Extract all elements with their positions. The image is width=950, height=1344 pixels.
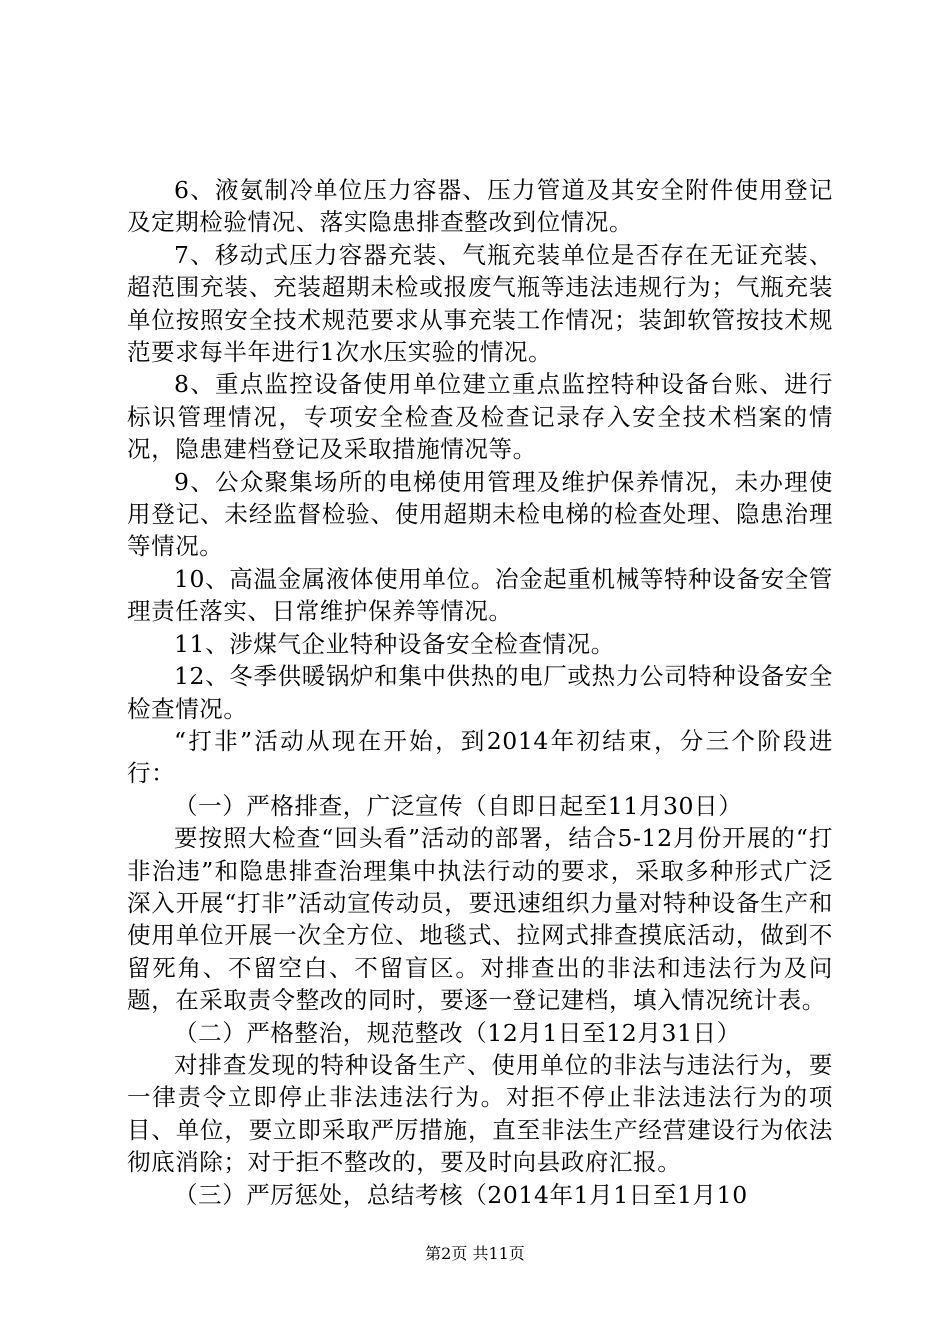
section-heading-phase-2: （二）严格整治，规范整改（12月1日至12月31日）	[174, 1018, 741, 1047]
paragraph-item-10: 10、高温金属液体使用单位。冶金起重机械等特种设备安全管理责任落实、日常维护保养等情况。	[127, 564, 833, 626]
section-heading-phase-1: （一）严格排查，广泛宣传（自即日起至11月30日）	[174, 791, 743, 820]
paragraph-phase-1-body: 要按照大检查“回头看”活动的部署，结合5-12月份开展的“打非治违”和隐患排查治理集中执法行动的要求，采取多种形式广泛深入开展“打非”活动宣传动员，要迅速组织力量对特种设备生产和使用单位开展一次全方位、地毯式、拉网式排查摸底活动，做到不留死角、不留空白、不留盲区。对排查出的非法和违法行为及问题，在采取责令整改的同时，要逐一登记建档，填入情况统计表。	[127, 824, 833, 1015]
paragraph-item-12: 12、冬季供暖锅炉和集中供热的电厂或热力公司特种设备安全检查情况。	[127, 662, 833, 723]
paragraph-item-8: 8、重点监控设备使用单位建立重点监控特种设备台账、进行标识管理情况，专项安全检查及检查记录存入安全技术档案的情况，隐患建档登记及采取措施情况等。	[127, 370, 833, 464]
paragraph-phase-2-body: 对排查发现的特种设备生产、使用单位的非法与违法行为，要一律责令立即停止非法违法行为。对拒不停止非法违法行为的项目、单位，要立即采取严厉措施，直至非法生产经营建设行为依法彻底消除；对于拒不整改的，要及时向县政府汇报。	[127, 1050, 833, 1177]
document-body	[127, 174, 833, 1211]
paragraph-item-7: 7、移动式压力容器充装、气瓶充装单位是否存在无证充装、超范围充装、充装超期未检或报废气瓶等违法违规行为；气瓶充装单位按照安全技术规范要求从事充装工作情况；装卸软管按技术规范要求每半年进行1次水压实验的情况。	[127, 240, 833, 367]
paragraph-item-6: 6、液氨制冷单位压力容器、压力管道及其安全附件使用登记及定期检验情况、落实隐患排查整改到位情况。	[127, 176, 833, 237]
paragraph-phases-intro: “打非”活动从现在开始，到2014年初结束，分三个阶段进行：	[127, 726, 833, 788]
section-heading-phase-3: （三）严厉惩处，总结考核（2014年1月1日至1月10	[174, 1180, 748, 1209]
page-footer: 第2页 共11页	[425, 1244, 525, 1263]
paragraph-item-9: 9、公众聚集场所的电梯使用管理及维护保养情况，未办理使用登记、未经监督检验、使用超期未检电梯的检查处理、隐患治理等情况。	[127, 467, 833, 561]
paragraph-item-11: 11、涉煤气企业特种设备安全检查情况。	[174, 629, 615, 658]
